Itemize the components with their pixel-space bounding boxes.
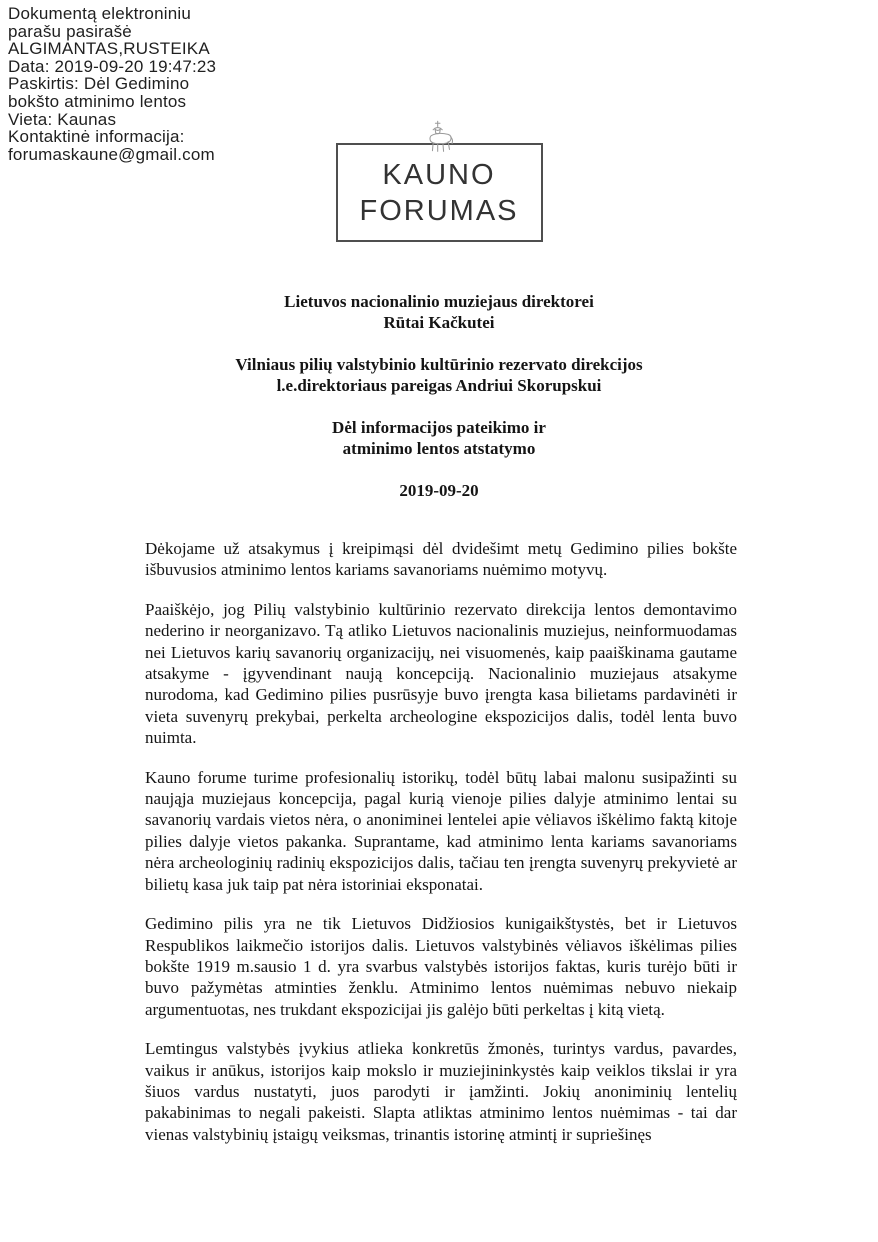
paragraph: Lemtingus valstybės įvykius atlieka konkretūs žmonės, turintys vardus, pavardes, vaikus ir anūkus, istorijos kaip mokslo ir muziejininkystės kaip veiklos tikslai ir yra šiuos vardus nustatyti, juos parodyti ir įamžinti. Jokių anoniminių lentelių pakabinimas to negali pakeisti. Slapta atliktas atminimo lentos nuėmimas - tai dar vienas valstybinių įstaigų veiksmas, trinantis istorinę atmintį ir supriešinęs: [145, 1039, 737, 1144]
recipient-1-line-1: Lietuvos nacionalinio muziejaus direktorei: [284, 292, 594, 311]
signature-contact-label: Kontaktinė informacija:: [8, 127, 185, 147]
logo-text-kauno: KAUNO: [382, 158, 496, 191]
paragraph: Gedimino pilis yra ne tik Lietuvos Didžiosios kunigaikštystės, bet ir Lietuvos Respublikos laikmečio istorijos dalis. Lietuvos valstybinės vėliavos iškėlimas pilies bokšte 1919 m.sausio 1 d. yra svarbus valstybės istorijos faktas, kuris turėjo būti ir buvo pažymėtas atminties ženklu. Atminimo lentos nuėmimas nebuvo niekaip argumentuotas, nes trukdant ekspozicijai jis galėjo būti perkeltas į kitą vietą.: [145, 914, 737, 1019]
signature-line: parašu pasirašė: [8, 21, 132, 41]
logo-text-forumas: FORUMAS: [359, 194, 519, 227]
recipient-1: [0, 291, 878, 333]
signature-purpose-line: bokšto atminimo lentos: [8, 91, 187, 111]
paragraph: Kauno forume turime profesionalių istorikų, todėl būtų labai malonu susipažinti su naująja muziejaus koncepcija, pagal kurią vienoje pilies dalyje atminimo lentai su savanorių vardais vietos nėra, o anoniminei lentelei apie vėliavos iškėlimo faktą kitoje pilies dalyje vietos pakanka. Suprantame, kad atminimo lenta kariams savanoriams nėra archeologinių radinių ekspozicijos dalis, tačiau ten įrengta suvenyrų prekyvietė ar bilietų kasa juk taip pat nėra istoriniai eksponatai.: [145, 767, 737, 894]
logo-box: [336, 143, 543, 242]
recipient-2-line-2: l.e.direktoriaus pareigas Andriui Skorupskui: [276, 376, 602, 395]
recipient-2: [0, 354, 878, 396]
recipient-2-line-1: Vilniaus pilių valstybinio kultūrinio rezervato direkcijos: [235, 355, 643, 374]
paragraph: Paaiškėjo, jog Pilių valstybinio kultūrinio rezervato direkcija lentos demontavimo nederino ir neorganizavo. Tą atliko Lietuvos nacionalinis muziejus, neinformuodamas nei Lietuvos karių savanorių organizacijų, nei visuomenės, kaip paaiškinama gautame atsakyme - įgyvendinant naują koncepciją. Nacionalinio muziejaus atsakyme nurodoma, kad Gedimino pilies pusrūsyje buvo įrengta kasa bilietams pardavinėti ir vieta suvenyrų prekybai, perkelta archeologine ekspozicijos dalis, todėl lenta buvo nuimta.: [145, 599, 737, 748]
subject-line-1: Dėl informacijos pateikimo ir: [332, 418, 546, 437]
paragraph: Dėkojame už atsakymus į kreipimąsi dėl dvidešimt metų Gedimino pilies bokšte išbuvusios atminimo lentos kariams savanoriams nuėmimo motyvų.: [145, 539, 737, 580]
signature-purpose-line: Paskirtis: Dėl Gedimino: [8, 74, 190, 94]
signature-date: Data: 2019-09-20 19:47:23: [8, 56, 217, 76]
subject-line-2: atminimo lentos atstatymo: [342, 439, 536, 458]
letter-subject: [0, 417, 878, 459]
signature-place: Vieta: Kaunas: [8, 109, 117, 129]
letter-headings: [0, 291, 878, 501]
signature-line: Dokumentą elektroniniu: [8, 4, 191, 23]
aurochs-with-cross-icon: [417, 120, 461, 154]
signature-contact-email: forumaskaune@gmail.com: [8, 144, 215, 164]
letter-body: [145, 538, 737, 1163]
kauno-forumas-logo: [0, 120, 878, 242]
recipient-1-line-2: Rūtai Kačkutei: [383, 313, 495, 332]
letter-date: 2019-09-20: [399, 481, 479, 500]
signature-signer-name: ALGIMANTAS,RUSTEIKA: [8, 39, 210, 59]
